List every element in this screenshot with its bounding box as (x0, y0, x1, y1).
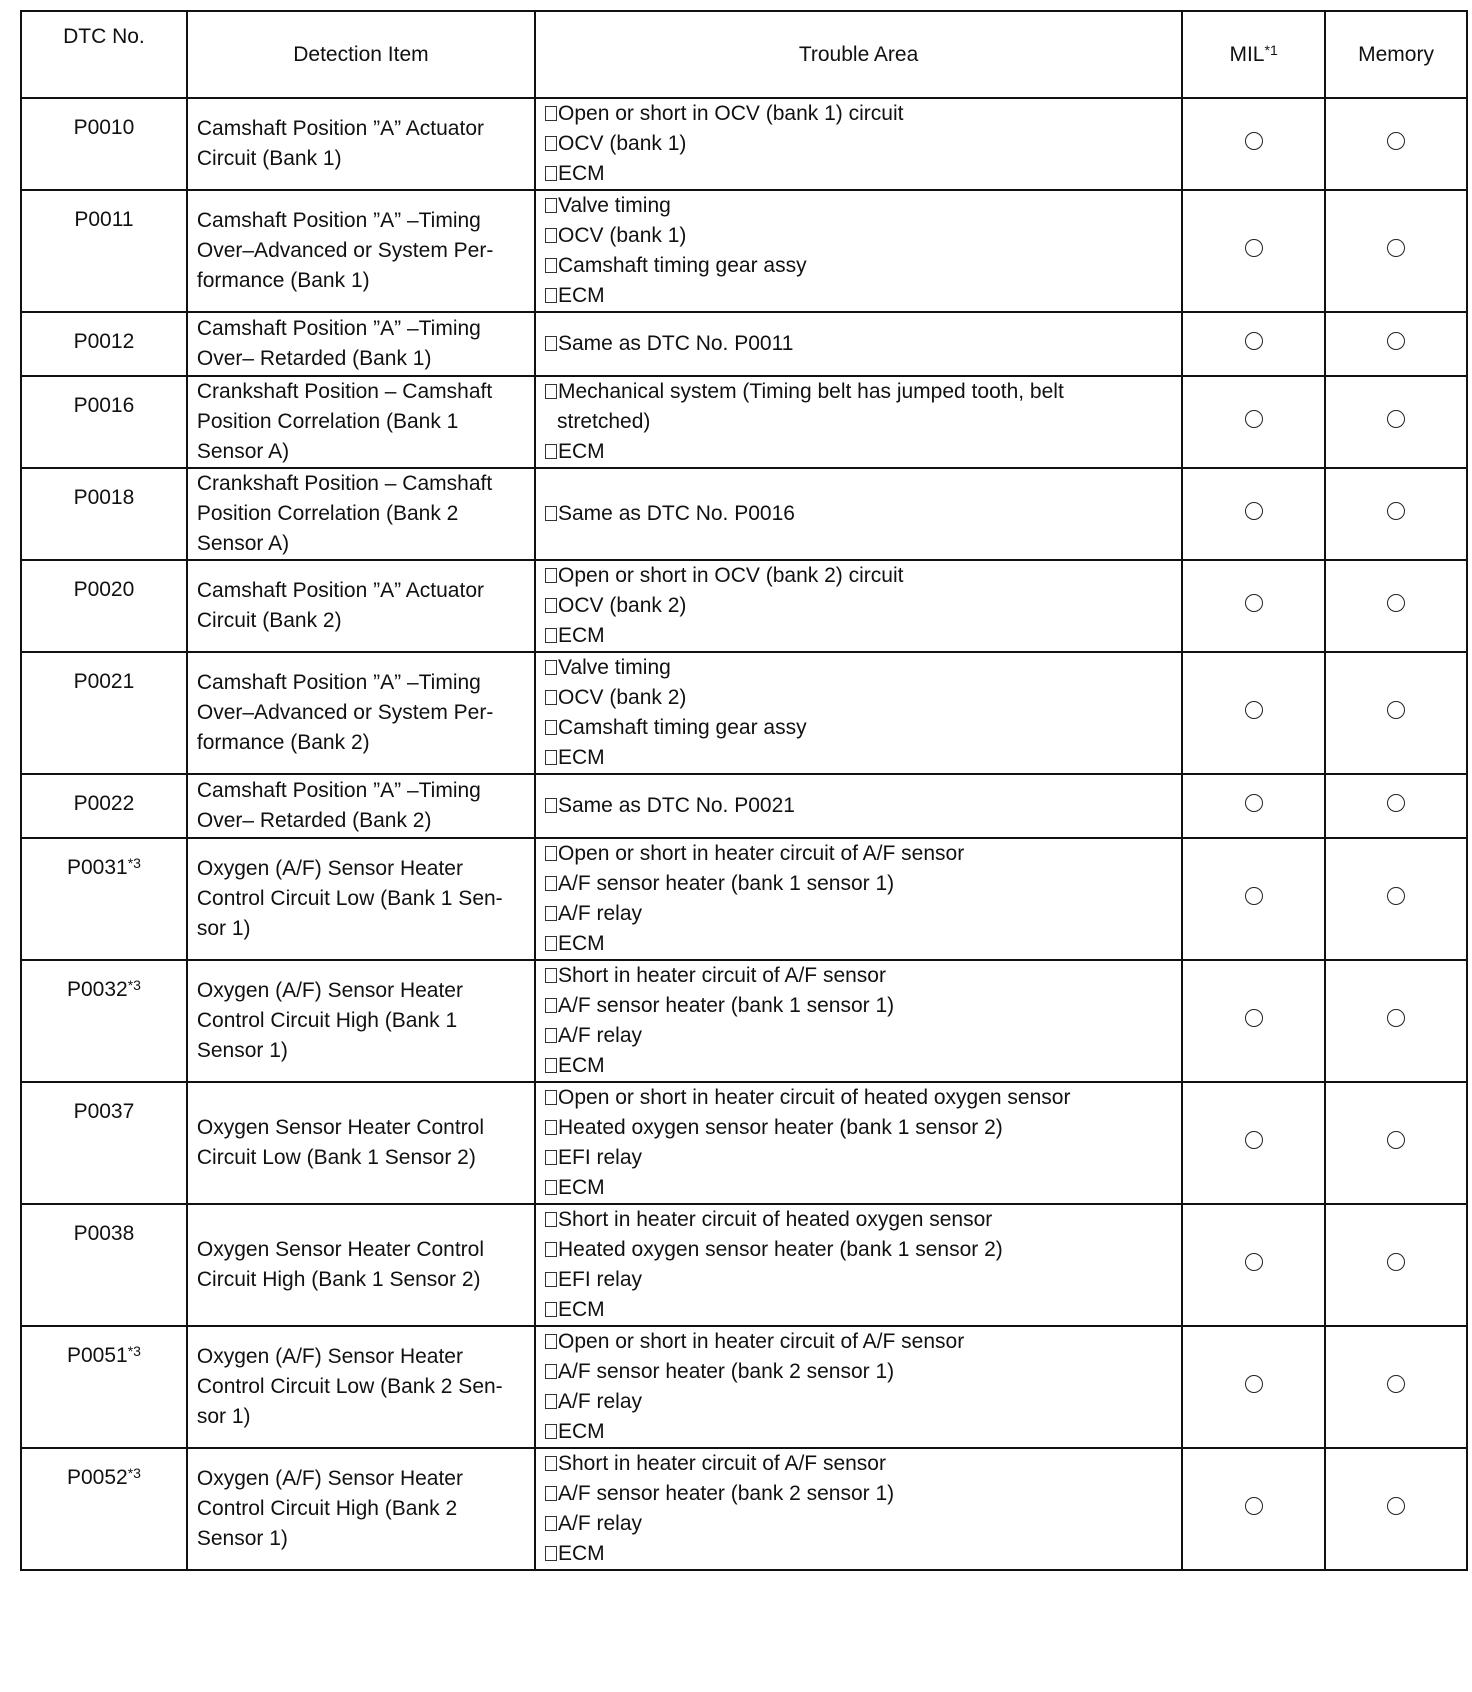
trouble-area-line (545, 1295, 1175, 1325)
trouble-area-text: Short in heater circuit of A/F sensor (558, 964, 886, 987)
checkbox-icon (545, 1546, 557, 1561)
table-row (21, 190, 1467, 312)
trouble-area-text: Valve timing (558, 656, 671, 679)
trouble-area-line (545, 329, 1175, 359)
header-dtc: DTC No. (21, 11, 187, 98)
mil-cell (1182, 960, 1325, 1082)
trouble-area-line (545, 1509, 1175, 1539)
dtc-code: P0018 (73, 486, 135, 509)
circle-icon (1387, 1253, 1405, 1271)
trouble-area-line (545, 1083, 1175, 1113)
dtc-code: P0037 (73, 1100, 135, 1123)
memory-cell (1325, 560, 1467, 652)
dtc-table (20, 10, 1468, 1571)
trouble-area-line (545, 1143, 1175, 1173)
trouble-area-text: Camshaft timing gear assy (558, 716, 807, 739)
mil-cell (1182, 560, 1325, 652)
trouble-area-text: Camshaft timing gear assy (558, 254, 807, 277)
circle-icon (1245, 794, 1263, 812)
circle-icon (1245, 1009, 1263, 1027)
header-detection-item: Detection Item (187, 11, 535, 98)
circle-icon (1245, 332, 1263, 350)
dtc-cell (21, 1448, 187, 1570)
dtc-code: P0011 (74, 208, 134, 231)
trouble-area-line (545, 683, 1175, 713)
circle-icon (1387, 1497, 1405, 1515)
circle-icon (1245, 1375, 1263, 1393)
trouble-area-line (545, 839, 1175, 869)
trouble-area-text: Open or short in OCV (bank 2) circuit (558, 564, 904, 587)
circle-icon (1245, 1131, 1263, 1149)
circle-icon (1245, 701, 1263, 719)
memory-cell (1325, 1204, 1467, 1326)
dtc-cell (21, 312, 187, 376)
trouble-area-text: Heated oxygen sensor heater (bank 1 sensor 2) (558, 1116, 1003, 1139)
dtc-code: P0052 (66, 1466, 128, 1489)
detection-item: Crankshaft Position – Camshaft Position Correlation (Bank 2 Sensor A) (187, 468, 535, 560)
circle-icon (1245, 594, 1263, 612)
checkbox-icon (545, 1150, 557, 1165)
trouble-area-text: Valve timing (558, 194, 671, 217)
checkbox-icon (545, 660, 557, 675)
checkbox-icon (545, 690, 557, 705)
dtc-code: P0020 (73, 578, 135, 601)
checkbox-icon (545, 258, 557, 273)
table-row (21, 1448, 1467, 1570)
table-row (21, 98, 1467, 190)
checkbox-icon (545, 166, 557, 181)
circle-icon (1387, 410, 1405, 428)
trouble-area-text: Heated oxygen sensor heater (bank 1 sensor 2) (558, 1238, 1003, 1261)
trouble-area-text: OCV (bank 1) (558, 224, 687, 247)
dtc-cell (21, 376, 187, 468)
checkbox-icon (545, 1364, 557, 1379)
trouble-area-text: Short in heater circuit of heated oxygen sensor (558, 1208, 993, 1231)
checkbox-icon (545, 1090, 557, 1105)
mil-cell (1182, 652, 1325, 774)
trouble-area (535, 838, 1182, 960)
detection-item: Camshaft Position ”A” –Timing Over–Advanced or System Per-formance (Bank 2) (187, 652, 535, 774)
mil-cell (1182, 376, 1325, 468)
checkbox-icon (545, 906, 557, 921)
trouble-area-text: A/F sensor heater (bank 2 sensor 1) (558, 1360, 895, 1383)
checkbox-icon (545, 1242, 557, 1257)
trouble-area-text: ECM (558, 746, 605, 769)
trouble-area-text: A/F relay (558, 902, 643, 925)
trouble-area-text: Open or short in heater circuit of heated oxygen sensor (558, 1086, 1071, 1109)
trouble-area (535, 774, 1182, 838)
trouble-area (535, 652, 1182, 774)
trouble-area-text: A/F sensor heater (bank 1 sensor 1) (558, 994, 895, 1017)
table-row (21, 312, 1467, 376)
dtc-cell (21, 960, 187, 1082)
mil-cell (1182, 190, 1325, 312)
trouble-area (535, 960, 1182, 1082)
trouble-area-text: ECM (558, 1176, 605, 1199)
dtc-cell (21, 560, 187, 652)
trouble-area-line (545, 929, 1175, 959)
dtc-cell (21, 838, 187, 960)
table-row (21, 376, 1467, 468)
trouble-area (535, 98, 1182, 190)
detection-item: Oxygen (A/F) Sensor Heater Control Circuit Low (Bank 1 Sen-sor 1) (187, 838, 535, 960)
checkbox-icon (545, 750, 557, 765)
trouble-area-line (545, 961, 1175, 991)
trouble-area (535, 376, 1182, 468)
memory-cell (1325, 376, 1467, 468)
detection-item: Camshaft Position ”A” Actuator Circuit (Bank 1) (187, 98, 535, 190)
checkbox-icon (545, 336, 557, 351)
trouble-area-line (545, 1417, 1175, 1447)
trouble-area-line (545, 869, 1175, 899)
trouble-area-line (545, 1479, 1175, 1509)
dtc-code: P0051 (66, 1344, 128, 1367)
checkbox-icon (545, 1120, 557, 1135)
trouble-area-text: ECM (558, 1420, 605, 1443)
trouble-area-line (545, 191, 1175, 221)
mil-cell (1182, 98, 1325, 190)
mil-cell (1182, 1326, 1325, 1448)
dtc-note: *3 (127, 977, 141, 993)
trouble-area-line (545, 991, 1175, 1021)
trouble-area-line (545, 1327, 1175, 1357)
dtc-code: P0012 (73, 330, 135, 353)
trouble-area-text: ECM (558, 1298, 605, 1321)
dtc-code: P0038 (73, 1222, 135, 1245)
trouble-area-text: ECM (558, 624, 605, 647)
checkbox-icon (545, 1486, 557, 1501)
circle-icon (1245, 1497, 1263, 1515)
detection-item: Oxygen (A/F) Sensor Heater Control Circuit High (Bank 2 Sensor 1) (187, 1448, 535, 1570)
trouble-area-line (545, 1357, 1175, 1387)
table-row (21, 652, 1467, 774)
checkbox-icon (545, 136, 557, 151)
detection-item: Oxygen (A/F) Sensor Heater Control Circuit High (Bank 1 Sensor 1) (187, 960, 535, 1082)
trouble-area-text: A/F sensor heater (bank 1 sensor 1) (558, 872, 895, 895)
checkbox-icon (545, 568, 557, 583)
checkbox-icon (545, 506, 557, 521)
dtc-note: *3 (127, 1343, 141, 1359)
trouble-area-line (545, 1265, 1175, 1295)
header-trouble-area: Trouble Area (535, 11, 1182, 98)
table-row (21, 1326, 1467, 1448)
table-header-row (21, 11, 1467, 98)
checkbox-icon (545, 798, 557, 813)
table-row (21, 468, 1467, 560)
trouble-area (535, 468, 1182, 560)
checkbox-icon (545, 1302, 557, 1317)
dtc-code: P0021 (73, 670, 135, 693)
trouble-area-text: A/F sensor heater (bank 2 sensor 1) (558, 1482, 895, 1505)
detection-item: Crankshaft Position – Camshaft Position Correlation (Bank 1 Sensor A) (187, 376, 535, 468)
circle-icon (1387, 1375, 1405, 1393)
trouble-area-text: OCV (bank 1) (558, 132, 687, 155)
memory-cell (1325, 1448, 1467, 1570)
trouble-area (535, 1082, 1182, 1204)
trouble-area-line (545, 1021, 1175, 1051)
trouble-area-text: ECM (558, 1542, 605, 1565)
mil-cell (1182, 838, 1325, 960)
dtc-cell (21, 774, 187, 838)
trouble-area-line (545, 1051, 1175, 1081)
checkbox-icon (545, 1212, 557, 1227)
circle-icon (1387, 1131, 1405, 1149)
trouble-area-line (545, 159, 1175, 189)
trouble-area-text: EFI relay (558, 1146, 643, 1169)
trouble-area-line (545, 377, 1175, 407)
trouble-area-line (545, 129, 1175, 159)
dtc-note: *3 (127, 855, 141, 871)
dtc-code: P0022 (73, 792, 135, 815)
trouble-area-text: Open or short in OCV (bank 1) circuit (558, 102, 904, 125)
trouble-area-line (545, 1449, 1175, 1479)
memory-cell (1325, 312, 1467, 376)
trouble-area-line (545, 561, 1175, 591)
checkbox-icon (545, 1424, 557, 1439)
trouble-area-text: EFI relay (558, 1268, 643, 1291)
mil-cell (1182, 774, 1325, 838)
checkbox-icon (545, 936, 557, 951)
circle-icon (1245, 887, 1263, 905)
checkbox-icon (545, 998, 557, 1013)
dtc-cell (21, 1204, 187, 1326)
mil-cell (1182, 312, 1325, 376)
trouble-area-text: ECM (558, 284, 605, 307)
dtc-code: P0031 (66, 856, 128, 879)
checkbox-icon (545, 598, 557, 613)
memory-cell (1325, 1326, 1467, 1448)
checkbox-icon (545, 1272, 557, 1287)
trouble-area-text: Mechanical system (Timing belt has jumped tooth, belt (558, 380, 1064, 403)
trouble-area-text: OCV (bank 2) (558, 686, 687, 709)
memory-cell (1325, 190, 1467, 312)
checkbox-icon (545, 968, 557, 983)
trouble-area-line (545, 1113, 1175, 1143)
trouble-area-line (545, 1173, 1175, 1203)
checkbox-icon (545, 846, 557, 861)
mil-cell (1182, 1448, 1325, 1570)
trouble-area-line (545, 251, 1175, 281)
trouble-area (535, 1448, 1182, 1570)
circle-icon (1387, 502, 1405, 520)
trouble-area-text: A/F relay (558, 1024, 643, 1047)
dtc-cell (21, 190, 187, 312)
trouble-area-text: OCV (bank 2) (558, 594, 687, 617)
detection-item: Camshaft Position ”A” Actuator Circuit (Bank 2) (187, 560, 535, 652)
checkbox-icon (545, 1028, 557, 1043)
trouble-area-text: Open or short in heater circuit of A/F sensor (558, 842, 965, 865)
trouble-area-text: ECM (558, 440, 605, 463)
trouble-area-text: Short in heater circuit of A/F sensor (558, 1452, 886, 1475)
trouble-area-line (545, 437, 1175, 467)
trouble-area-text: A/F relay (558, 1390, 643, 1413)
checkbox-icon (545, 444, 557, 459)
circle-icon (1387, 594, 1405, 612)
dtc-cell (21, 468, 187, 560)
circle-icon (1245, 239, 1263, 257)
dtc-cell (21, 1326, 187, 1448)
table-body (21, 98, 1467, 1570)
table-row (21, 1082, 1467, 1204)
detection-item: Oxygen Sensor Heater Control Circuit High (Bank 1 Sensor 2) (187, 1204, 535, 1326)
trouble-area-line (545, 791, 1175, 821)
trouble-area-line (545, 499, 1175, 529)
trouble-area-line (545, 1539, 1175, 1569)
trouble-area-text: Open or short in heater circuit of A/F sensor (558, 1330, 965, 1353)
trouble-area (535, 1204, 1182, 1326)
circle-icon (1245, 132, 1263, 150)
detection-item: Camshaft Position ”A” –Timing Over–Advanced or System Per-formance (Bank 1) (187, 190, 535, 312)
trouble-area-text: stretched) (557, 410, 651, 433)
memory-cell (1325, 652, 1467, 774)
circle-icon (1387, 887, 1405, 905)
trouble-area-line (545, 743, 1175, 773)
checkbox-icon (545, 628, 557, 643)
checkbox-icon (545, 1058, 557, 1073)
trouble-area-text: Same as DTC No. P0016 (558, 502, 795, 525)
circle-icon (1387, 1009, 1405, 1027)
checkbox-icon (545, 876, 557, 891)
trouble-area-line (545, 653, 1175, 683)
trouble-area-line (545, 621, 1175, 651)
dtc-note: *3 (127, 1465, 141, 1481)
mil-cell (1182, 468, 1325, 560)
table-row (21, 774, 1467, 838)
memory-cell (1325, 774, 1467, 838)
circle-icon (1245, 410, 1263, 428)
dtc-code: P0010 (73, 116, 135, 139)
memory-cell (1325, 468, 1467, 560)
trouble-area-line (545, 221, 1175, 251)
checkbox-icon (545, 1456, 557, 1471)
circle-icon (1387, 701, 1405, 719)
trouble-area-line (545, 281, 1175, 311)
trouble-area-line (545, 899, 1175, 929)
detection-item: Camshaft Position ”A” –Timing Over– Retarded (Bank 1) (187, 312, 535, 376)
table-row (21, 560, 1467, 652)
table-row (21, 1204, 1467, 1326)
checkbox-icon (545, 106, 557, 121)
header-mil (1182, 11, 1325, 98)
trouble-area-text: ECM (558, 932, 605, 955)
trouble-area (535, 560, 1182, 652)
checkbox-icon (545, 198, 557, 213)
header-mil-label: MIL (1229, 42, 1265, 66)
dtc-cell (21, 652, 187, 774)
trouble-area-line (545, 591, 1175, 621)
detection-item: Camshaft Position ”A” –Timing Over– Retarded (Bank 2) (187, 774, 535, 838)
trouble-area-text: Same as DTC No. P0011 (558, 332, 794, 355)
dtc-cell (21, 98, 187, 190)
circle-icon (1245, 1253, 1263, 1271)
mil-cell (1182, 1204, 1325, 1326)
header-mil-note: *1 (1264, 41, 1278, 58)
trouble-area (535, 312, 1182, 376)
circle-icon (1387, 132, 1405, 150)
trouble-area-text: A/F relay (558, 1512, 643, 1535)
table-row (21, 960, 1467, 1082)
checkbox-icon (545, 1180, 557, 1195)
memory-cell (1325, 98, 1467, 190)
memory-cell (1325, 960, 1467, 1082)
trouble-area-line (545, 1235, 1175, 1265)
dtc-cell (21, 1082, 187, 1204)
checkbox-icon (545, 1516, 557, 1531)
memory-cell (1325, 1082, 1467, 1204)
detection-item: Oxygen (A/F) Sensor Heater Control Circuit Low (Bank 2 Sen-sor 1) (187, 1326, 535, 1448)
mil-cell (1182, 1082, 1325, 1204)
trouble-area-line (545, 1387, 1175, 1417)
dtc-code: P0032 (66, 978, 128, 1001)
detection-item: Oxygen Sensor Heater Control Circuit Low (Bank 1 Sensor 2) (187, 1082, 535, 1204)
trouble-area-text: Same as DTC No. P0021 (558, 794, 795, 817)
checkbox-icon (545, 288, 557, 303)
trouble-area (535, 1326, 1182, 1448)
circle-icon (1387, 239, 1405, 257)
circle-icon (1245, 502, 1263, 520)
checkbox-icon (545, 1394, 557, 1409)
dtc-code: P0016 (73, 394, 135, 417)
table-row (21, 838, 1467, 960)
trouble-area-line (545, 407, 1175, 437)
memory-cell (1325, 838, 1467, 960)
header-memory: Memory (1325, 11, 1467, 98)
checkbox-icon (545, 1334, 557, 1349)
trouble-area (535, 190, 1182, 312)
checkbox-icon (545, 384, 557, 399)
checkbox-icon (545, 720, 557, 735)
trouble-area-line (545, 1205, 1175, 1235)
trouble-area-text: ECM (558, 162, 605, 185)
circle-icon (1387, 794, 1405, 812)
checkbox-icon (545, 228, 557, 243)
trouble-area-text: ECM (558, 1054, 605, 1077)
trouble-area-line (545, 99, 1175, 129)
trouble-area-line (545, 713, 1175, 743)
circle-icon (1387, 332, 1405, 350)
